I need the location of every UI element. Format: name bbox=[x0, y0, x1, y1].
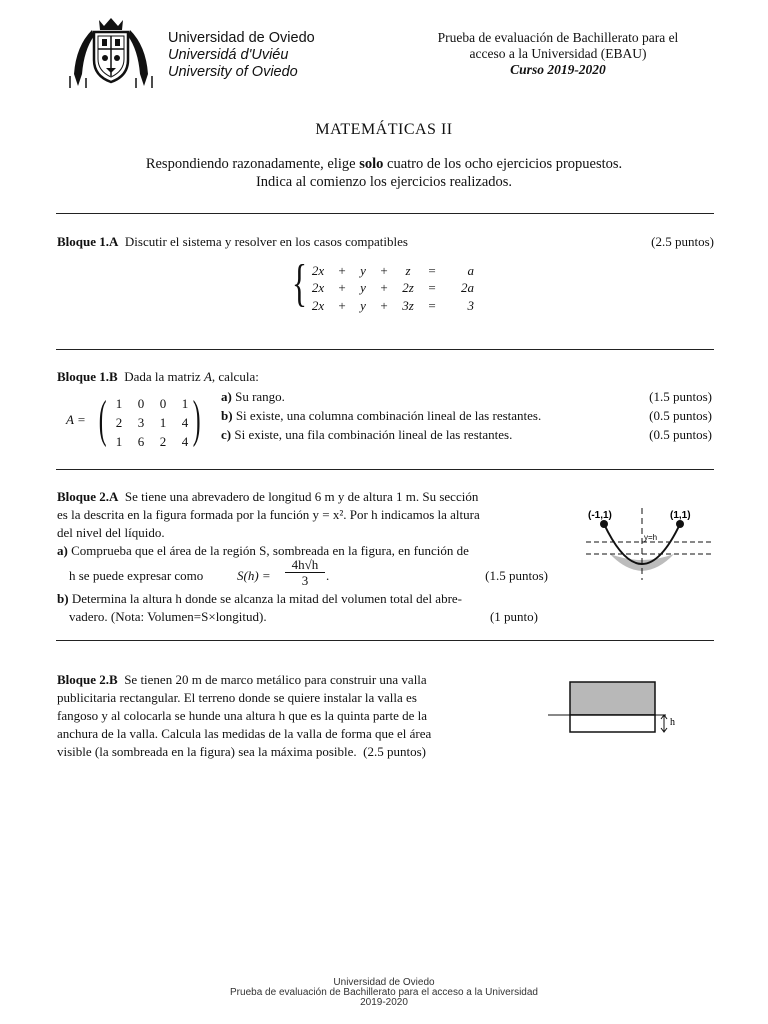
matrix-a: A = ( 1 0 0 1 2 3 1 4 1 6 2 4 ) bbox=[66, 394, 200, 450]
university-name-spanish: Universidad de Oviedo bbox=[168, 30, 315, 46]
matrix-label: A = bbox=[66, 412, 86, 427]
block-1a bbox=[57, 233, 714, 251]
matrix-entry: 6 bbox=[137, 433, 145, 449]
point-label-right: (1,1) bbox=[670, 510, 691, 521]
footer-line2: Prueba de evaluación de Bachillerato para el acceso a la Universidad bbox=[230, 987, 538, 998]
block-2b-points: (2.5 puntos) bbox=[363, 744, 426, 759]
university-name-english: University of Oviedo bbox=[168, 64, 298, 80]
block-1b-item-a: a) Su rango. (1.5 puntos) bbox=[221, 389, 712, 404]
formula-denominator: 3 bbox=[301, 573, 309, 588]
instructions-emphasis: solo bbox=[359, 156, 384, 172]
block-1a-points: (2.5 puntos) bbox=[651, 234, 714, 249]
equation-term: = bbox=[428, 280, 436, 296]
university-crest-logo bbox=[66, 16, 156, 90]
instructions: Respondiendo razonadamente, elige solo cuatro de los ocho ejercicios propuestos. Indica al comienzo los ejercicios realizados. bbox=[0, 155, 768, 191]
matrix-entry: 4 bbox=[181, 414, 189, 430]
h-label: h bbox=[670, 717, 675, 728]
block-1b-item-c: c) Si existe, una fila combinación lineal de las restantes. (0.5 puntos) bbox=[221, 427, 712, 442]
equation-row bbox=[306, 297, 474, 315]
exam-header bbox=[408, 30, 708, 78]
footer bbox=[0, 978, 768, 1008]
matrix-entry: 1 bbox=[159, 414, 167, 430]
equation-row bbox=[306, 280, 474, 298]
equation-term: y bbox=[360, 262, 366, 278]
block-1b-label: Bloque 1.B bbox=[57, 369, 118, 384]
block-1b-item-b: b) Si existe, una columna combinación lineal de las restantes. (0.5 puntos) bbox=[221, 408, 712, 423]
matrix-row bbox=[108, 413, 196, 432]
footer-line1: Universidad de Oviedo bbox=[333, 977, 435, 988]
point-label-left: (-1,1) bbox=[588, 510, 612, 521]
equation-term: + bbox=[380, 297, 388, 313]
block-1a-statement: Discutir el sistema y resolver en los casos compatibles bbox=[124, 234, 408, 249]
equation-row bbox=[306, 262, 474, 280]
equation-term: z bbox=[405, 262, 411, 278]
system-brace: { bbox=[292, 255, 307, 312]
equation-term: y bbox=[360, 297, 366, 313]
course-year: Curso 2019-2020 bbox=[510, 62, 606, 77]
divider bbox=[56, 213, 714, 214]
matrix-entry: 0 bbox=[159, 395, 167, 411]
divider bbox=[56, 469, 714, 470]
instructions-line2: Indica al comienzo los ejercicios realizados. bbox=[255, 174, 513, 190]
level-label: y=h bbox=[644, 533, 658, 542]
divider bbox=[56, 640, 714, 641]
equation-term: 2x bbox=[311, 280, 325, 296]
matrix-row bbox=[108, 394, 196, 413]
matrix-entry: 3 bbox=[137, 414, 145, 430]
exam-name-line1: Prueba de evaluación de Bachillerato para el bbox=[437, 30, 679, 45]
matrix-entry: 1 bbox=[115, 395, 123, 411]
equation-term: 2x bbox=[311, 262, 325, 278]
equation-term: a bbox=[467, 262, 474, 278]
matrix-table bbox=[108, 394, 196, 451]
equation-term: = bbox=[428, 262, 436, 278]
block-2a: Bloque 2.A Se tiene una abrevadero de longitud 6 m y de altura 1 m. Su sección es la descrita en la figura formada por la función y = x². Por h indicamos la altura del nivel del líquido. a) Comprueba que el área de la región S, sombreada en la figura, en función de h se puede expresar como S(h) = 4h√h 3 . (1.5 puntos) b) Determina la altura h donde se alcanza la mitad del volumen total del abre- vadero. (Nota: Volumen=S×longitud). (1 punto) bbox=[57, 488, 552, 626]
equation-term: + bbox=[338, 280, 346, 296]
block-2a-label: Bloque 2.A bbox=[57, 489, 119, 504]
equation-term: 2z bbox=[402, 280, 414, 296]
equation-term: 2x bbox=[311, 297, 325, 313]
matrix-entry: 4 bbox=[181, 433, 189, 449]
page-title: MATEMÁTICAS II bbox=[315, 121, 453, 138]
matrix-entry: 2 bbox=[115, 414, 123, 430]
equation-term: = bbox=[428, 297, 436, 313]
block-2b: Bloque 2.B Se tienen 20 m de marco metálico para construir una valla publicitaria rectangular. El terreno donde se quiere instalar la valla es fangoso y al colocarla se hunde una altura h que es la quinta parte de la anchura de la valla. Calcula las medidas de la valla de forma que el área visible (la sombreada en la figura) sea la máxima posible. (2.5 puntos) bbox=[57, 672, 432, 759]
equation-term: 3 bbox=[467, 297, 474, 313]
block-2a-item-a-formula-line: h se puede expresar como S(h) = 4h√h 3 . (1.5 puntos) bbox=[69, 557, 548, 588]
footer-line3: 2019-2020 bbox=[360, 997, 408, 1008]
matrix-entry: 1 bbox=[181, 395, 189, 411]
system-table bbox=[306, 262, 474, 315]
block-2b-label: Bloque 2.B bbox=[57, 672, 118, 687]
equation-term: + bbox=[338, 262, 346, 278]
billboard-figure bbox=[548, 680, 688, 736]
equation-term: + bbox=[380, 262, 388, 278]
equation-system bbox=[292, 255, 482, 314]
matrix-entry: 1 bbox=[115, 433, 123, 449]
equation-term: + bbox=[380, 280, 388, 296]
matrix-entry: 0 bbox=[137, 395, 145, 411]
divider bbox=[56, 349, 714, 350]
matrix-row bbox=[108, 432, 196, 451]
equation-term: + bbox=[338, 297, 346, 313]
exam-name-line2: acceso a la Universidad (EBAU) bbox=[469, 46, 647, 61]
block-1a-label: Bloque 1.A bbox=[57, 234, 119, 249]
equation-term: 2a bbox=[461, 280, 474, 296]
parabola-figure bbox=[584, 504, 714, 580]
block-1b: Bloque 1.B Dada la matriz A, calcula: bbox=[57, 369, 259, 384]
equation-term: 3z bbox=[402, 297, 414, 313]
formula-numerator: 4h√h bbox=[285, 557, 325, 573]
university-name-asturian: Universidá d'Uviéu bbox=[168, 47, 289, 63]
university-name bbox=[168, 30, 315, 81]
equation-term: y bbox=[360, 280, 366, 296]
matrix-entry: 2 bbox=[159, 433, 167, 449]
